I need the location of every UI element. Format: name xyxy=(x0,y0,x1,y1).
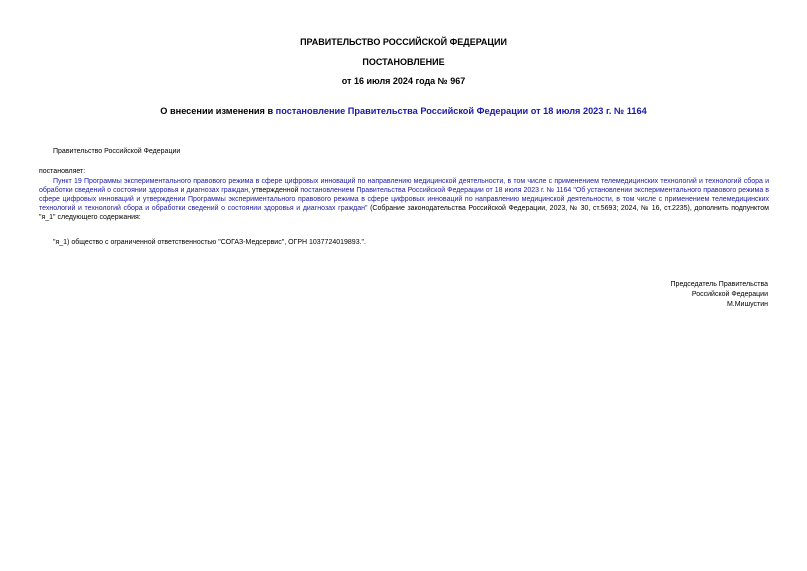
header-organization: ПРАВИТЕЛЬСТВО РОССИЙСКОЙ ФЕДЕРАЦИИ xyxy=(300,37,507,47)
paragraph-text-approved: , утвержденной xyxy=(248,186,301,194)
decides-line: постановляет: xyxy=(39,168,86,175)
main-paragraph xyxy=(39,177,769,222)
title-link-resolution-1164[interactable]: постановление Правительства Российской Федерации от 18 июля 2023 г. № 1164 xyxy=(275,106,647,116)
signature-organization: Российской Федерации xyxy=(691,291,768,298)
title-prefix: О внесении изменения в xyxy=(160,106,276,116)
header-date-number: от 16 июля 2024 года № 967 xyxy=(341,76,466,86)
document-title xyxy=(0,106,807,117)
signature-position: Председатель Правительства xyxy=(670,281,768,288)
subpoint-ya1: "я_1) общество с ограниченной ответственностью "СОГАЗ-Медсервис", ОГРН 1037724019893.". xyxy=(53,239,366,246)
header-document-type: ПОСТАНОВЛЕНИЕ xyxy=(362,57,445,67)
paragraph-text-collection: (Собрание законодательства Российской Федерации, 2023, № 30, ст.5693; 2024, № 16, ст.2235), дополнить подпунктом "я_1" следующего содержания: xyxy=(39,204,769,221)
link-resolution-1164[interactable]: постановлением Правительства Российской Федерации от 18 июля 2023 г. № 1164 "Об установлении экспериментального правового режима в сфере цифровых инноваций и утверждении Программы экспериментального правового режима в сфере цифровых инноваций по направлению медицинской деятельности, в том числе с применением телемедицинских технологий и технологий сбора и обработки сведений о состоянии здоровья и диагнозах граждан" xyxy=(39,186,769,212)
link-program-item-19[interactable]: Пункт 19 Программы экспериментального правового режима в сфере цифровых инноваций по направлению медицинской деятельности, в том числе с применением телемедицинских технологий и технологий сбора и обработки сведений о состоянии здоровья и диагнозах граждан xyxy=(39,177,769,194)
government-line: Правительство Российской Федерации xyxy=(53,148,181,155)
signature-name: М.Мишустин xyxy=(726,301,768,308)
